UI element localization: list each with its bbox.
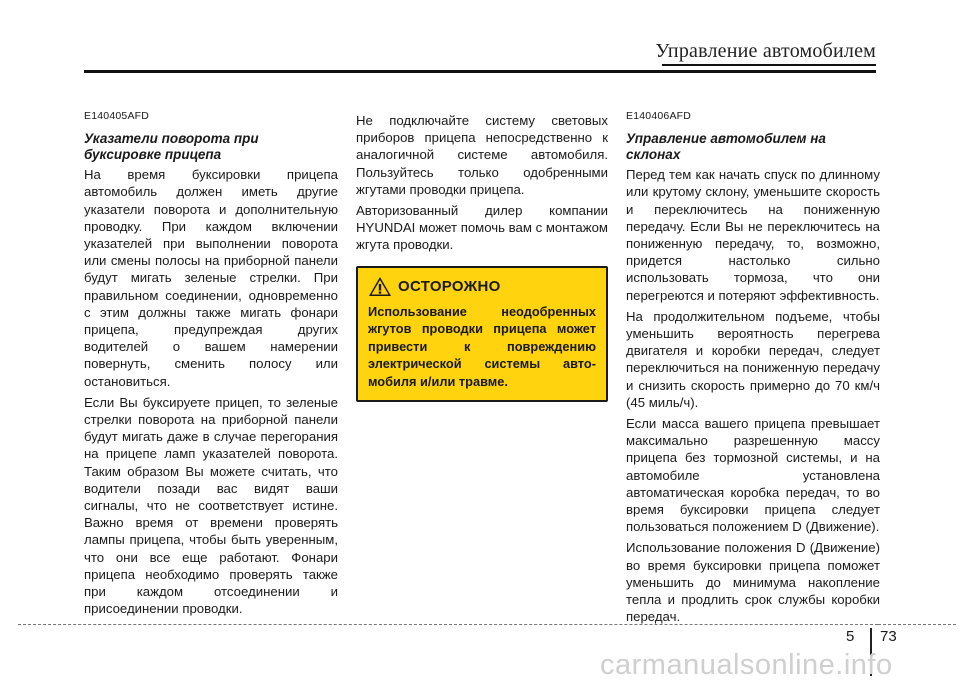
warning-header [368,276,596,297]
paragraph: Если Вы буксируете прицеп, то зеленые стрелки поворота на приборной панели будут мигать даже в случае перегорания на прицепе ламп указателей поворота. Таким образом Вы можете считать, что водители позади вас видят ваши сигналы, что не соответствует истине. Важно время от времени проверять лампы прицепа, чтобы быть уверенным, что они все еще работают. Фонари прицепа необходимо проверять также при каждом отсоединении и присоединении проводки. [84,394,338,617]
warning-box [356,266,608,403]
page-number: 73 [880,628,897,645]
paragraph: На время буксировки прицепа автомобиль должен иметь другие указатели поворота и дополнительную проводку. При каждом включении указателей при выполнении поворота или смены полосы на приборной панели будут мигать зеленые стрелки. При правильном соединении, одновременно с этим должны также мигать фонари прицепа, предупреждая других водителей о вашем намерении повернуть, сменить полосу или остановиться. [84,167,338,389]
section-subtitle: Указатели поворота при буксировке прицепа [84,131,259,163]
paragraph: На продолжительном подъеме, чтобы уменьшить вероятность перегрева двигателя и коробки передач, следует переключиться на пониженную передачу и снизить скорость примерно до 70 км/ч (45 миль/ч). [626,308,880,410]
section-subtitle: Управление автомобилем на склонах [626,131,826,163]
header-rule [84,70,876,73]
footer-rule-right [878,624,956,625]
header-rule-thin [662,64,876,66]
warning-title: ОСТОРОЖНО [398,277,501,295]
warning-text: Использование неодобренных жгутов проводки прицепа может привести к повреждению электрической системы авто-мобиля и/или травме. [368,303,596,389]
paragraph: Не подключайте систему световых приборов прицепа непосредственно к аналогичной системе автомобиля. Пользуйтесь только одобренными жгутами проводки прицепа. [356,113,608,197]
watermark: carmanualsonline.info [600,649,893,681]
chapter-number: 5 [846,628,855,645]
page-header-title: Управление автомобилем [655,40,876,62]
column-right [626,108,880,629]
section-code: E140405AFD [84,110,150,122]
footer-rule [18,624,878,625]
paragraph: Если масса вашего прицепа превышает максимально разрешенную массу прицепа без тормозной системы, и на автомобиле установлена автоматическая коробка передач, то во время буксировки прицепа следует пользоваться положением D (Движение). [626,416,880,535]
column-left [84,108,338,621]
paragraph: Использование положения D (Движение) во время буксировки прицепа поможет уменьшить до минимума накопление тепла и продлить срок службы коробки передач. [626,540,880,625]
paragraph: Перед тем как начать спуск по длинному или крутому склону, уменьшите скорость и переключитесь на пониженную передачу. Если Вы не переключитесь на пониженную передачу, то, возможно, придется настолько сильно использовать тормоза, что они перегреются и потеряют эффективность. [626,167,880,303]
warning-triangle-icon [368,276,392,297]
paragraph: Авторизованный дилер компании HYUNDAI может помочь вам с монтажом жгута проводки. [356,203,608,253]
column-middle [356,112,608,402]
section-code: E140406AFD [626,110,692,122]
